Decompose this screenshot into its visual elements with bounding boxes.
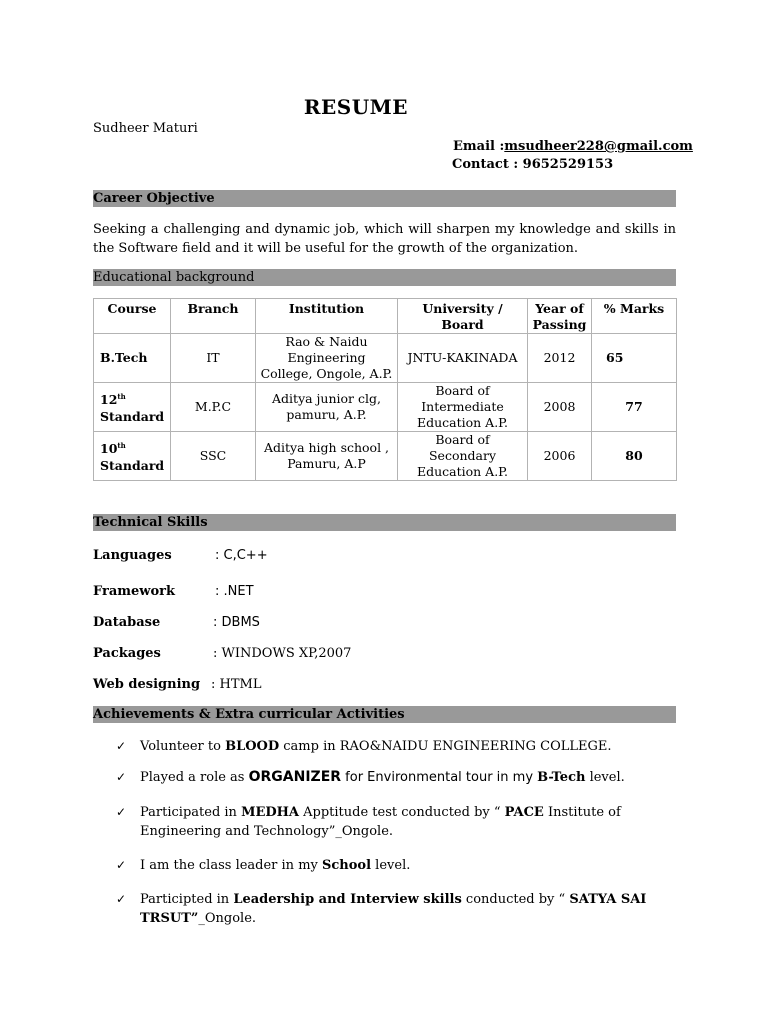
list-item [116, 768, 676, 787]
skill-label-database: Database [93, 615, 161, 630]
institution-cell: Rao & Naidu Engineering College, Ongole, A.P. [256, 334, 398, 383]
branch-cell: IT [171, 334, 256, 383]
achievement-text: I am the class leader in my School level. [140, 858, 411, 873]
skill-label-framework: Framework [93, 584, 176, 599]
checkmark-icon: ✓ [116, 739, 127, 753]
course-text: B.Tech [100, 350, 148, 365]
column-header: Year of Passing [528, 299, 592, 334]
column-header: Course [94, 299, 171, 334]
achievement-text: Played a role as ORGANIZER for Environmental tour in my B-Tech level. [140, 769, 625, 785]
education-table [93, 298, 677, 481]
column-header: % Marks [592, 299, 677, 334]
board-cell: Board of Secondary Education A.P. [398, 432, 528, 481]
checkmark-icon: ✓ [116, 805, 127, 819]
marks-cell: 65 [592, 334, 677, 383]
career-objective-heading: Career Objective [93, 190, 676, 207]
skill-value-packages: : WINDOWS XP,2007 [213, 646, 352, 661]
board-cell: Board of Intermediate Education A.P. [398, 383, 528, 432]
table-header-row [94, 299, 677, 334]
marks-cell: 80 [592, 432, 677, 481]
institution-cell: Aditya high school , Pamuru, A.P [256, 432, 398, 481]
column-header: University / Board [398, 299, 528, 334]
course-superscript: th [117, 441, 126, 451]
course-text: 12 [100, 392, 118, 408]
skill-value-framework: : .NET [215, 584, 254, 599]
achievement-text: Volunteer to BLOOD camp in RAO&NAIDU ENGINEERING COLLEGE. [140, 739, 612, 754]
skill-label-packages: Packages [93, 646, 161, 661]
table-row [94, 432, 677, 481]
institution-cell: Aditya junior clg, pamuru, A.P. [256, 383, 398, 432]
course-cell [94, 432, 171, 481]
list-item [116, 890, 676, 928]
technical-skills-heading: Technical Skills [93, 514, 676, 531]
email-link[interactable]: msudheer228@gmail.com [504, 139, 693, 154]
marks-cell: 77 [592, 383, 677, 432]
table-row [94, 334, 677, 383]
list-item [116, 856, 676, 875]
course-superscript: th [117, 392, 126, 402]
candidate-name: Sudheer Maturi [93, 121, 198, 136]
skill-label-languages: Languages [93, 548, 172, 563]
checkmark-icon: ✓ [116, 858, 127, 872]
course-text-line2: Standard [100, 457, 165, 473]
branch-cell: SSC [171, 432, 256, 481]
year-cell: 2008 [528, 383, 592, 432]
checkmark-icon: ✓ [116, 892, 127, 906]
branch-cell: M.P.C [171, 383, 256, 432]
course-cell [94, 334, 171, 383]
contact-line: Contact : 9652529153 [452, 157, 614, 172]
column-header: Institution [256, 299, 398, 334]
achievement-text: Participted in Leadership and Interview skills conducted by “ SATYA SAI TRSUT”_Ongole. [140, 892, 647, 926]
year-cell: 2006 [528, 432, 592, 481]
achievement-text: Participated in MEDHA Apptitude test conducted by “ PACE Institute of Engineering and Technology”_Ongole. [140, 805, 621, 839]
course-text: 10 [100, 441, 118, 457]
list-item [116, 803, 676, 841]
skill-value-database: : DBMS [213, 615, 260, 630]
email-line [453, 139, 693, 154]
course-text-line2: Standard [100, 408, 165, 424]
column-header: Branch [171, 299, 256, 334]
table-row [94, 383, 677, 432]
skill-label-web-designing: Web designing [93, 677, 201, 692]
education-heading: Educational background [93, 269, 676, 286]
course-cell [94, 383, 171, 432]
list-item [116, 737, 676, 756]
skill-value-web-designing: : HTML [211, 677, 262, 692]
checkmark-icon: ✓ [116, 770, 127, 784]
achievements-heading: Achievements & Extra curricular Activities [93, 706, 676, 723]
email-label: Email : [453, 139, 505, 154]
resume-title: RESUME [303, 95, 409, 119]
career-objective-text: Seeking a challenging and dynamic job, which will sharpen my knowledge and skills in the Software field and it will be useful for the growth of the organization. [93, 222, 676, 256]
skill-value-languages: : C,C++ [215, 548, 268, 563]
board-cell: JNTU-KAKINADA [398, 334, 528, 383]
year-cell: 2012 [528, 334, 592, 383]
